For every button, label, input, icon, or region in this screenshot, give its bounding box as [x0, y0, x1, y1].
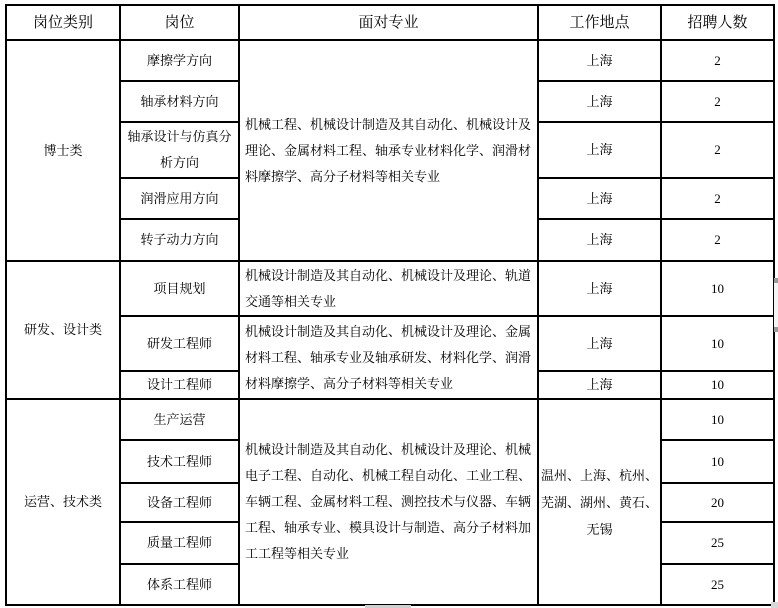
cell-position: 体系工程师 — [120, 564, 239, 605]
cell-majors-engineering: 机械设计制造及其自动化、机械设计及理论、金属材料工程、轴承专业及轴承研发、材料化学、润滑材料摩擦学、高分子材料等相关专业 — [239, 316, 538, 399]
cell-headcount: 10 — [661, 261, 774, 316]
cell-position: 项目规划 — [120, 261, 239, 316]
cell-position: 转子动力方向 — [120, 219, 239, 261]
table-row — [6, 316, 774, 371]
cell-position: 轴承材料方向 — [120, 81, 239, 122]
cell-position: 生产运营 — [120, 399, 239, 440]
cell-position: 轴承设计与仿真分析方向 — [120, 122, 239, 178]
cell-headcount: 10 — [661, 316, 774, 371]
cell-headcount: 2 — [661, 178, 774, 219]
cell-category-phd: 博士类 — [6, 40, 120, 261]
header-category: 岗位类别 — [6, 5, 120, 40]
recruitment-table — [5, 4, 775, 606]
vertical-scrollbar[interactable] — [774, 278, 778, 332]
cell-location: 上海 — [538, 371, 661, 399]
vertical-scrollbar-top-cap[interactable] — [774, 278, 778, 283]
cell-headcount: 10 — [661, 440, 774, 483]
header-position: 岗位 — [120, 5, 239, 40]
cell-headcount: 10 — [661, 371, 774, 399]
cell-position: 质量工程师 — [120, 522, 239, 564]
cell-headcount: 25 — [661, 564, 774, 605]
table-row — [6, 40, 774, 81]
header-majors: 面对专业 — [239, 5, 538, 40]
cell-headcount: 2 — [661, 122, 774, 178]
cell-position: 技术工程师 — [120, 440, 239, 483]
cell-category-rnd: 研发、设计类 — [6, 261, 120, 399]
table-row — [6, 399, 774, 440]
cell-headcount: 25 — [661, 522, 774, 564]
table-header-row — [6, 5, 774, 40]
cell-position: 设备工程师 — [120, 483, 239, 522]
cell-headcount: 2 — [661, 81, 774, 122]
cell-location: 上海 — [538, 81, 661, 122]
cell-location: 上海 — [538, 261, 661, 316]
cell-position: 研发工程师 — [120, 316, 239, 371]
cell-location: 上海 — [538, 316, 661, 371]
cell-majors-ops: 机械设计制造及其自动化、机械设计及理论、机械电子工程、自动化、机械工程自动化、工业工程、车辆工程、金属材料工程、测控技术与仪器、车辆工程、轴承专业、模具设计与制造、高分子材料加工工程等相关专业 — [239, 399, 538, 605]
header-headcount: 招聘人数 — [661, 5, 774, 40]
cell-location: 上海 — [538, 219, 661, 261]
cell-majors-phd: 机械工程、机械设计制造及其自动化、机械设计及理论、金属材料工程、轴承专业材料化学、润滑材料摩擦学、高分子材料等相关专业 — [239, 40, 538, 261]
cell-location: 上海 — [538, 178, 661, 219]
cell-position: 摩擦学方向 — [120, 40, 239, 81]
cell-location: 上海 — [538, 122, 661, 178]
cell-headcount: 2 — [661, 40, 774, 81]
table-row — [6, 261, 774, 316]
cell-headcount: 2 — [661, 219, 774, 261]
header-location: 工作地点 — [538, 5, 661, 40]
vertical-scrollbar-bottom-cap[interactable] — [774, 327, 778, 332]
cell-category-ops: 运营、技术类 — [6, 399, 120, 605]
cell-position: 润滑应用方向 — [120, 178, 239, 219]
cell-headcount: 20 — [661, 483, 774, 522]
cell-majors-planning: 机械设计制造及其自动化、机械设计及理论、轨道交通等相关专业 — [239, 261, 538, 316]
cell-location: 上海 — [538, 40, 661, 81]
cell-location-ops: 温州、上海、杭州、芜湖、湖州、黄石、无锡 — [538, 399, 661, 605]
scrollbar-corner — [771, 602, 778, 608]
cell-headcount: 10 — [661, 399, 774, 440]
cell-position: 设计工程师 — [120, 371, 239, 399]
